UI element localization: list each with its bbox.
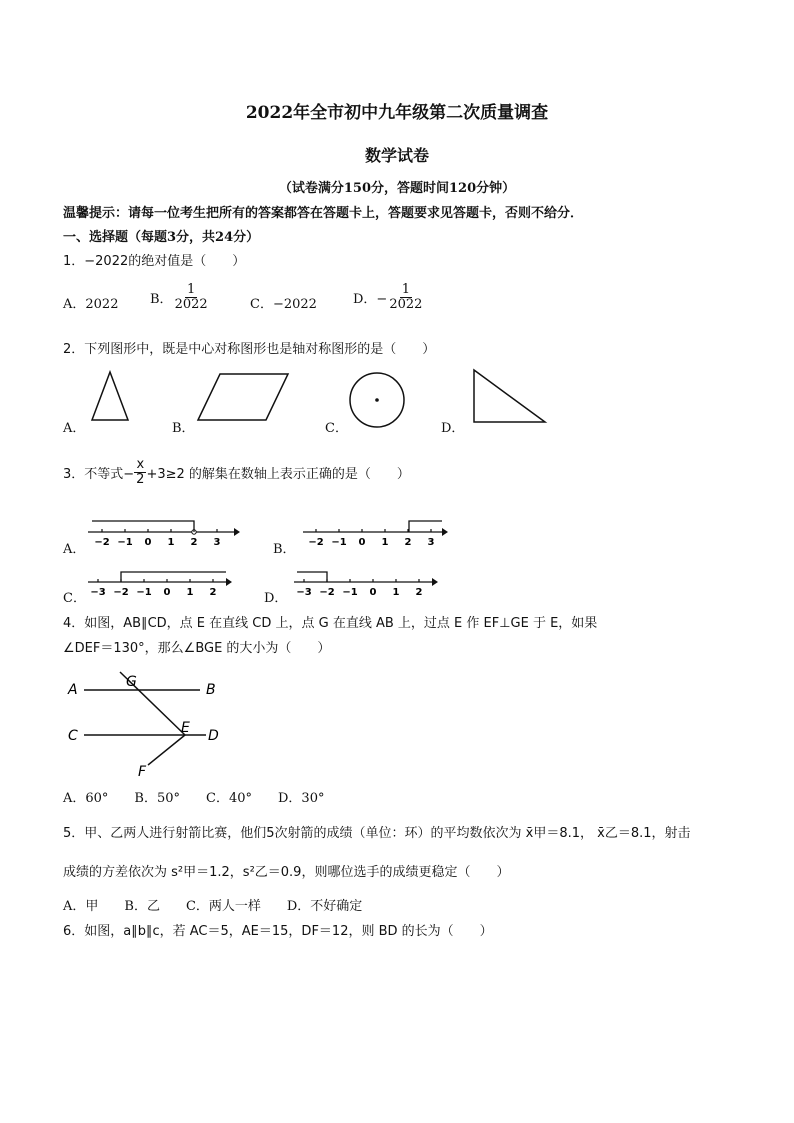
q3-a-tick-label: 0 <box>144 537 152 548</box>
q2-label-d: D． <box>441 421 465 436</box>
q3-c-tick-label: 2 <box>209 587 217 598</box>
q3-a-tick-label: −1 <box>117 537 133 548</box>
exam-note: （试卷满分150分，答题时间120分钟） <box>278 181 516 196</box>
q3-b-tick-label: −1 <box>331 537 347 548</box>
q3-b-tick-label: 0 <box>358 537 366 548</box>
q3-b-arrow <box>442 528 448 536</box>
q1-option-b-numerator: 1 <box>186 282 196 297</box>
q1-option-a: A．2022 <box>63 297 119 312</box>
q3-stem-post: +3≥2 的解集在数轴上表示正确的是（ ） <box>146 467 410 482</box>
q3-numberline-d <box>294 572 438 598</box>
q3-a-tick-label: 1 <box>167 537 175 548</box>
q3-label-c: C． <box>63 591 86 606</box>
q4-point-b: B <box>206 682 216 698</box>
q2-right-triangle <box>474 370 545 422</box>
q3-a-range <box>92 521 194 532</box>
q1-option-d-denominator: 2022 <box>389 297 423 312</box>
q3-label-b: B． <box>273 542 296 557</box>
q1-option-b <box>150 283 210 312</box>
q5-options: A．甲 B．乙 C．两人一样 D．不好确定 <box>63 899 363 914</box>
q1-option-d-numerator: 1 <box>401 282 411 297</box>
q2-figures <box>0 360 794 440</box>
q3-stem <box>63 458 410 487</box>
q3-d-tick-label: −3 <box>296 587 312 598</box>
q1-option-d-fraction <box>387 283 424 312</box>
q4-point-f: F <box>138 764 147 780</box>
q1-option-b-fraction <box>173 283 210 312</box>
q5-stem-line2: 成绩的方差依次为 s²甲＝1.2，s²乙＝0.9，则哪位选手的成绩更稳定（ ） <box>63 865 510 880</box>
q3-b-tick-label: 2 <box>404 537 412 548</box>
q3-c-arrow <box>226 578 232 586</box>
q3-c-tick-label: −2 <box>113 587 129 598</box>
q4-point-d: D <box>208 728 219 744</box>
warm-tip: 温馨提示：请每一位考生把所有的答案都答在答题卡上，答题要求见答题卡，否则不给分． <box>63 206 584 221</box>
q3-stem-fraction <box>134 458 146 487</box>
q4-stem-line1: 4．如图，AB∥CD，点 E 在直线 CD 上，点 G 在直线 AB 上，过点 E 作 EF⊥GE 于 E，如果 <box>63 616 598 631</box>
q1-option-b-denominator: 2022 <box>174 297 208 312</box>
q4-point-g: G <box>126 674 137 690</box>
q3-a-arrow <box>234 528 240 536</box>
q3-c-tick-label: 1 <box>186 587 194 598</box>
q3-d-tick-label: 2 <box>415 587 423 598</box>
q3-c-tick-label: −3 <box>90 587 106 598</box>
q1-option-c: C．−2022 <box>250 297 317 312</box>
page-title: 2022年全市初中九年级第二次质量调查 <box>245 103 549 123</box>
q3-label-a: A． <box>63 542 86 557</box>
q3-c-range <box>121 572 226 582</box>
q3-d-arrow <box>432 578 438 586</box>
q3-stem-numerator: x <box>136 457 145 472</box>
q3-b-tick-label: 1 <box>381 537 389 548</box>
q3-d-tick-label: −1 <box>342 587 358 598</box>
q2-label-a: A． <box>63 421 86 436</box>
q2-parallelogram <box>198 374 288 420</box>
q4-figure <box>60 662 260 782</box>
q3-numberline-b <box>303 521 448 548</box>
q3-a-tick-label: 2 <box>190 537 198 548</box>
q3-d-tick-label: 1 <box>392 587 400 598</box>
q3-b-tick-label: −2 <box>308 537 324 548</box>
q3-stem-pre: 3．不等式− <box>63 467 135 482</box>
q2-stem: 2．下列图形中，既是中心对称图形也是轴对称图形的是（ ） <box>63 342 436 357</box>
q1-option-b-label: B． <box>150 292 173 307</box>
q3-label-d: D． <box>264 591 288 606</box>
q3-d-tick-label: −2 <box>319 587 335 598</box>
q1-option-d <box>353 283 424 312</box>
q3-numberline-c <box>88 572 232 598</box>
q3-c-tick-label: 0 <box>163 587 171 598</box>
q3-stem-denominator: 2 <box>136 472 145 487</box>
q3-d-tick-label: 0 <box>369 587 377 598</box>
q3-a-tick-label: 3 <box>213 537 221 548</box>
section-heading: 一、选择题（每题3分，共24分） <box>63 230 260 245</box>
q2-circle-center <box>375 398 379 402</box>
q5-stem-line1: 5．甲、乙两人进行射箭比赛，他们5次射箭的成绩（单位：环）的平均数依次为 x̄甲＝8.1， x̄乙＝8.1，射击 <box>63 826 691 841</box>
q6-stem: 6．如图，a∥b∥c，若 AC＝5，AE＝15，DF＝12，则 BD 的长为（ ） <box>63 924 493 939</box>
q3-numberline-a <box>88 521 240 548</box>
q2-triangle-isosceles <box>92 372 128 420</box>
q3-a-tick-label: −2 <box>94 537 110 548</box>
q2-label-c: C． <box>325 421 348 436</box>
q4-point-a: A <box>68 682 78 698</box>
q3-c-tick-label: −1 <box>136 587 152 598</box>
q4-point-e: E <box>181 720 190 736</box>
q4-point-c: C <box>68 728 78 744</box>
q3-number-lines <box>0 510 794 600</box>
q4-options: A．60° B．50° C．40° D．30° <box>63 791 325 806</box>
q3-b-tick-label: 3 <box>427 537 435 548</box>
q3-b-range <box>409 521 442 532</box>
q1-stem: 1．−2022的绝对值是（ ） <box>63 254 246 269</box>
q3-d-range <box>297 572 327 582</box>
q1-option-d-label: D．− <box>353 292 388 307</box>
q2-label-b: B． <box>172 421 195 436</box>
q4-line-ef <box>148 735 185 765</box>
q4-stem-line2: ∠DEF＝130°，那么∠BGE 的大小为（ ） <box>63 641 331 656</box>
page-subtitle: 数学试卷 <box>364 146 429 165</box>
